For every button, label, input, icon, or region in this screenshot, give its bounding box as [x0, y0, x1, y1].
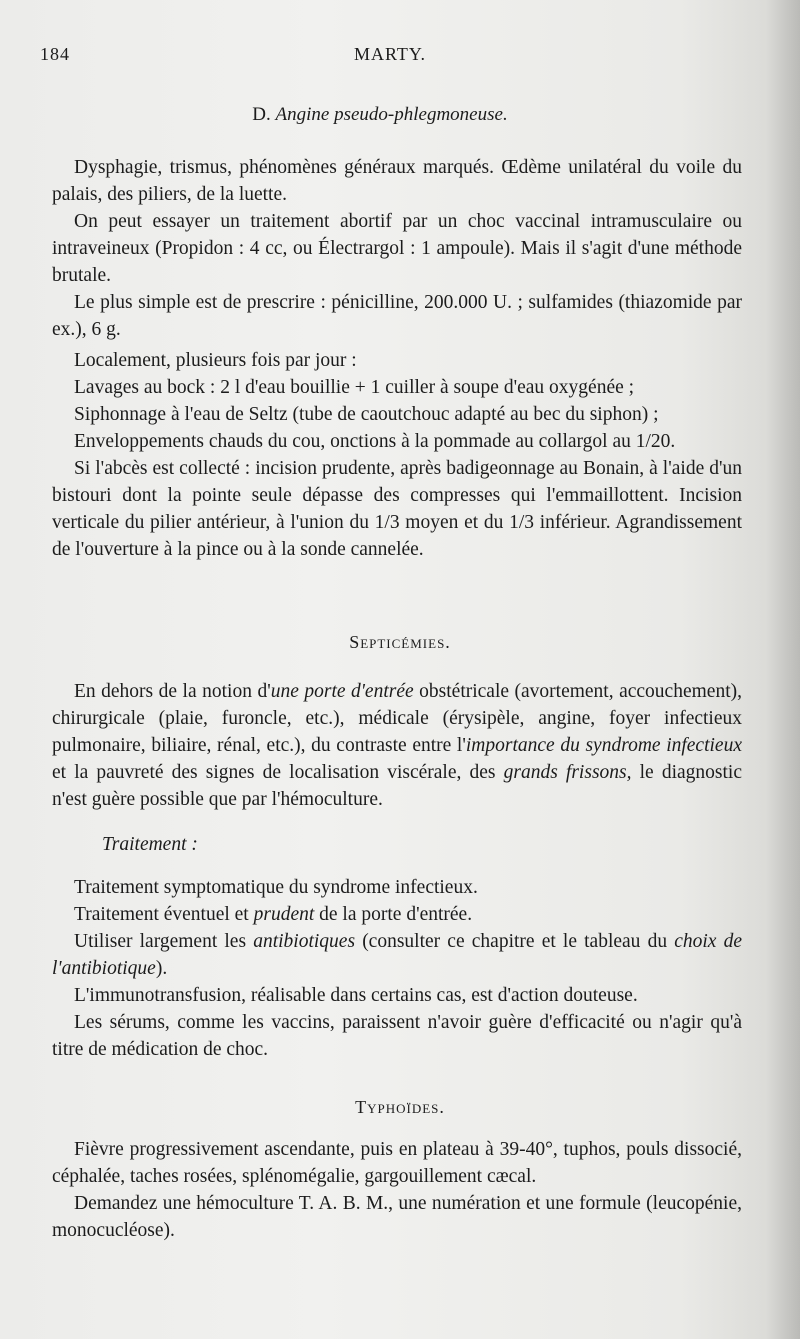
- text-run: ).: [155, 958, 168, 979]
- page-number: 184: [40, 44, 70, 64]
- section-d-letter: D.: [252, 104, 271, 125]
- text-run: de la porte d'entrée.: [314, 904, 473, 925]
- page-header: [40, 44, 740, 74]
- list-item: Lavages au bock : 2 l d'eau bouillie + 1 cuiller à soupe d'eau oxygénée ;: [74, 377, 635, 398]
- text-run: Traitement éventuel et: [74, 904, 254, 925]
- paragraph: Le plus simple est de prescrire : pénicilline, 200.000 U. ; sulfamides (thiazomide par ex.), 6 g.: [52, 292, 742, 340]
- section-d-body: [52, 154, 742, 563]
- emphasis: importance du syndrome infectieux: [465, 735, 742, 756]
- septicemies-heading: Septicémies.: [349, 632, 451, 652]
- paragraph: [52, 901, 742, 928]
- septicemies-body: [52, 678, 742, 1063]
- emphasis: une porte d'entrée: [270, 681, 414, 702]
- paragraph: Dysphagie, trismus, phénomènes généraux marqués. Œdème unilatéral du voile du palais, des piliers, de la luette.: [52, 157, 742, 205]
- paragraph: [52, 928, 742, 982]
- section-d-title: Angine pseudo-phlegmoneuse.: [275, 104, 508, 125]
- list-item: Enveloppements chauds du cou, onctions à la pommade au collargol au 1/20.: [74, 431, 676, 452]
- emphasis: grands frissons,: [503, 762, 632, 783]
- running-head: MARTY.: [353, 44, 427, 64]
- page-gutter-shadow: [766, 0, 800, 1339]
- paragraph: Les sérums, comme les vaccins, paraissent n'avoir guère d'efficacité ou n'agir qu'à titre de médication de choc.: [52, 1012, 742, 1060]
- paragraph: On peut essayer un traitement abortif par un choc vaccinal intramusculaire ou intraveineux (Propidon : 4 cc, ou Électrargol : 1 ampoule). Mais il s'agit d'une méthode brutale.: [52, 211, 742, 286]
- typhoides-heading: Typhoïdes.: [355, 1097, 445, 1117]
- paragraph: Si l'abcès est collecté : incision prudente, après badigeonnage au Bonain, à l'aide d'un bistouri dont la pointe seule dépasse des compresses qui l'emmaillottent. Incision verticale du pilier antérieur, à l'union du 1/3 moyen et du 1/3 inférieur. Agrandissement de l'ouverture à la pince ou à la sonde cannelée.: [52, 458, 742, 560]
- text-run: Utiliser largement les: [74, 931, 254, 952]
- typhoides-body: [52, 1136, 742, 1244]
- paragraph: Traitement symptomatique du syndrome infectieux.: [74, 877, 478, 898]
- text-run: En dehors de la notion d': [74, 681, 271, 702]
- emphasis: prudent: [253, 904, 315, 925]
- list-item: Siphonnage à l'eau de Seltz (tube de caoutchouc adapté au bec du siphon) ;: [74, 404, 659, 425]
- paragraph: Demandez une hémoculture T. A. B. M., une numération et une formule (leucopénie, monocucléose).: [52, 1193, 742, 1241]
- paragraph: Fièvre progressivement ascendante, puis en plateau à 39-40°, tuphos, pouls dissocié, céphalée, taches rosées, splénomégalie, gargouillement cæcal.: [52, 1139, 742, 1187]
- paragraph: L'immunotransfusion, réalisable dans certains cas, est d'action douteuse.: [74, 985, 638, 1006]
- paragraph: [52, 678, 742, 813]
- paragraph: Localement, plusieurs fois par jour :: [74, 350, 357, 371]
- text-run: (consulter ce chapitre et le tableau du: [355, 931, 675, 952]
- text-run: le diagnostic n'est guère possible que par l'hémoculture.: [52, 762, 742, 810]
- emphasis: antibiotiques: [253, 931, 356, 952]
- text-run: obstétricale (avortement, accouchement), chirurgicale (plaie, furoncle, etc.), médicale (érysipèle, angine, foyer infectieux pulmonaire, biliaire, rénal, etc.), du contraste entre l': [52, 681, 742, 756]
- emphasis: choix de l'antibiotique: [52, 931, 742, 979]
- text-run: et la pauvreté des signes de localisation viscérale, des: [52, 762, 504, 783]
- traitement-label: Traitement :: [102, 834, 198, 855]
- section-d-heading: [0, 104, 760, 126]
